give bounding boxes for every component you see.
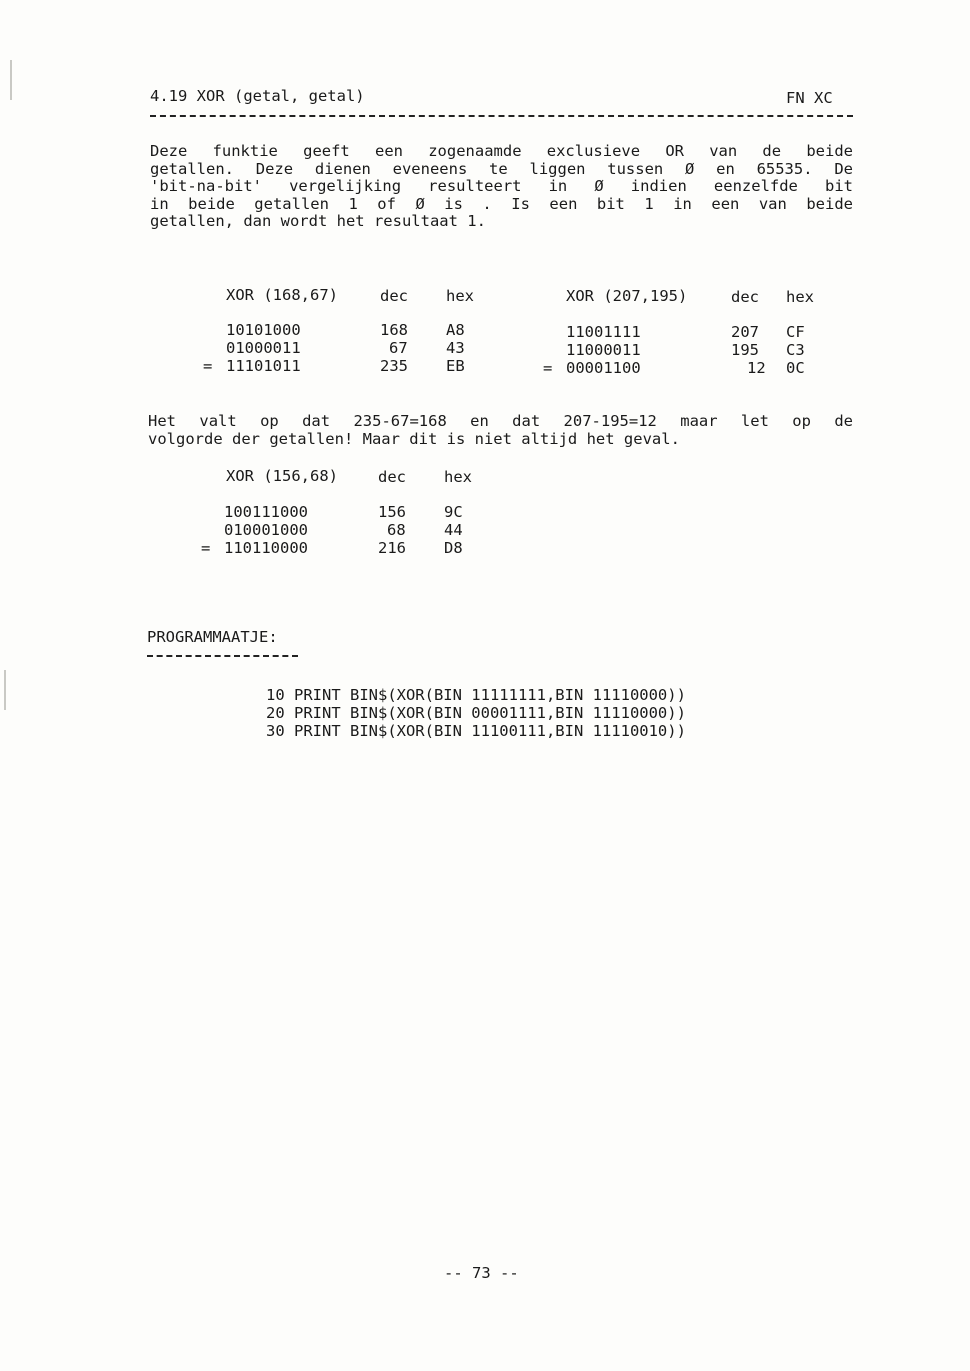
row-hex: 43	[446, 339, 465, 357]
page-number: -- 73 --	[444, 1264, 519, 1282]
row-dec: 12	[747, 359, 766, 377]
row-dec: 156	[378, 503, 406, 521]
dec-column-header: dec	[378, 468, 406, 486]
intro-line: getallen. Deze dienen eveneens te liggen tussen Ø en 65535. De	[150, 159, 853, 178]
dec-column-header: dec	[731, 288, 759, 306]
row-binary: 00001100	[566, 359, 641, 377]
row-dec: 68	[387, 521, 406, 539]
row-dec: 207	[731, 323, 759, 341]
row-binary: 10101000	[226, 321, 301, 339]
row-dec: 216	[378, 539, 406, 557]
row-hex: C3	[786, 341, 805, 359]
row-binary: 01000011	[226, 339, 301, 357]
row-dec: 168	[380, 321, 408, 339]
intro-line: in beide getallen 1 of Ø is . Is een bit 1 in een van beide	[150, 194, 853, 213]
program-heading: PROGRAMMAATJE:	[147, 628, 278, 646]
row-binary: 100111000	[224, 503, 308, 521]
row-dec: 235	[380, 357, 408, 375]
row-binary: 110110000	[224, 539, 308, 557]
header-dashed-rule	[150, 115, 853, 117]
row-dec: 67	[389, 339, 408, 357]
table-header: XOR (168,67)	[226, 286, 338, 304]
result-mark: =	[203, 357, 213, 375]
intro-line: Deze funktie geeft een zogenaamde exclusieve OR van de beide	[150, 142, 853, 160]
row-binary: 11101011	[226, 357, 301, 375]
row-binary: 11001111	[566, 323, 641, 341]
dec-column-header: dec	[380, 287, 408, 305]
program-heading-rule	[147, 655, 298, 657]
program-line: 20 PRINT BIN$(XOR(BIN 00001111,BIN 11110000))	[266, 704, 686, 722]
hex-column-header: hex	[786, 288, 814, 306]
hex-column-header: hex	[446, 287, 474, 305]
result-mark: =	[543, 359, 553, 377]
row-hex: 0C	[786, 359, 805, 377]
row-hex: CF	[786, 323, 805, 341]
program-line: 30 PRINT BIN$(XOR(BIN 11100111,BIN 11110010))	[266, 722, 686, 740]
middle-line: Het valt op dat 235-67=168 en dat 207-195=12 maar let op de	[148, 412, 853, 430]
middle-line: volgorde der getallen! Maar dit is niet altijd het geval.	[148, 429, 680, 448]
row-hex: D8	[444, 539, 463, 557]
scan-edge-mark	[4, 670, 6, 710]
section-title: 4.19 XOR (getal, getal)	[150, 87, 365, 105]
row-binary: 11000011	[566, 341, 641, 359]
intro-line: 'bit-na-bit' vergelijking resulteert in Ø indien eenzelfde bit	[150, 177, 853, 196]
row-hex: 44	[444, 521, 463, 539]
row-dec: 195	[731, 341, 759, 359]
intro-line: getallen, dan wordt het resultaat 1.	[150, 212, 486, 231]
middle-paragraph	[148, 413, 853, 448]
result-mark: =	[201, 539, 211, 557]
row-binary: 010001000	[224, 521, 308, 539]
program-line: 10 PRINT BIN$(XOR(BIN 11111111,BIN 11110000))	[266, 686, 686, 704]
row-hex: A8	[446, 321, 465, 339]
table-header: XOR (207,195)	[566, 287, 688, 305]
table-header: XOR (156,68)	[226, 467, 338, 485]
function-label: FN XC	[786, 89, 833, 107]
hex-column-header: hex	[444, 468, 472, 486]
row-hex: EB	[446, 357, 465, 375]
intro-paragraph	[150, 143, 853, 231]
scan-edge-mark	[10, 60, 12, 100]
row-hex: 9C	[444, 503, 463, 521]
